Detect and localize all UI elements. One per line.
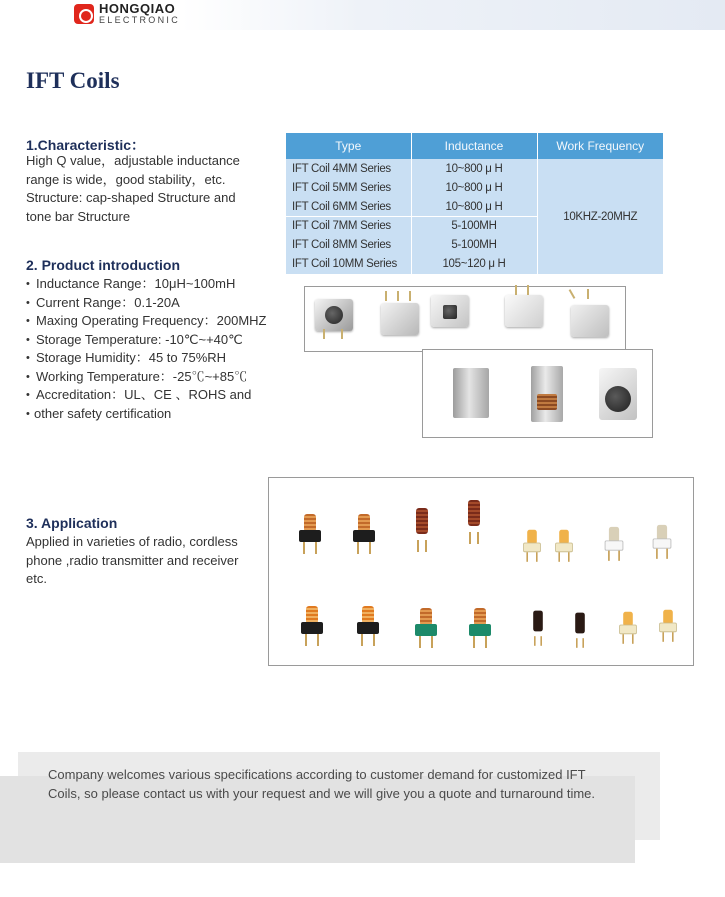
product-photo-middle bbox=[422, 349, 653, 438]
cell-type: IFT Coil 5MM Series bbox=[286, 178, 411, 197]
list-item: • Storage Temperature: -10℃~+40℃ bbox=[26, 331, 286, 350]
list-item: • Working Temperature：-25℃~+85℃ bbox=[26, 368, 286, 387]
application-line: phone ,radio transmitter and receiver bbox=[26, 552, 239, 568]
column-header-inductance: Inductance bbox=[411, 133, 537, 159]
table-row bbox=[286, 159, 663, 178]
cell-type: IFT Coil 4MM Series bbox=[286, 159, 411, 178]
characteristic-line: range is wide，good stability，etc. bbox=[26, 171, 226, 187]
product-intro-list bbox=[26, 275, 286, 423]
ift-coil-image bbox=[377, 297, 423, 343]
list-item: • Accreditation：UL、CE 、ROHS and bbox=[26, 386, 286, 405]
product-intro-heading: 2. Product introduction bbox=[26, 257, 180, 273]
column-header-type: Type bbox=[286, 133, 411, 159]
coil-image bbox=[526, 611, 550, 648]
product-photo-top bbox=[304, 286, 626, 352]
coil-image bbox=[465, 604, 495, 650]
ift-coil-image bbox=[427, 289, 473, 335]
coil-image bbox=[656, 607, 680, 644]
brand-name: HONGQIAO bbox=[99, 1, 176, 16]
cell-type: IFT Coil 8MM Series bbox=[286, 236, 411, 255]
characteristic-line: tone bar Structure bbox=[26, 208, 131, 224]
page-title: IFT Coils bbox=[26, 68, 120, 93]
coil-image bbox=[520, 527, 544, 564]
cell-inductance: 10~800 μ H bbox=[411, 178, 537, 197]
brand-subtitle: ELECTRONIC bbox=[99, 15, 181, 25]
cell-type: IFT Coil 6MM Series bbox=[286, 197, 411, 216]
list-item: • Inductance Range：10μH~100mH bbox=[26, 275, 286, 294]
application-line: etc. bbox=[26, 571, 47, 586]
coil-image bbox=[616, 609, 640, 646]
contact-banner-text bbox=[48, 765, 638, 803]
cell-type: IFT Coil 7MM Series bbox=[286, 216, 411, 235]
coil-image bbox=[459, 500, 489, 546]
ift-coil-image bbox=[501, 289, 547, 335]
ift-coil-image bbox=[311, 293, 357, 339]
list-item: • Maxing Operating Frequency：200MHZ bbox=[26, 312, 286, 331]
coil-image bbox=[568, 613, 592, 650]
hongqiao-logo-icon bbox=[74, 4, 94, 24]
coil-image bbox=[552, 527, 576, 564]
coil-image bbox=[407, 508, 437, 554]
list-item: • Current Range：0.1-20A bbox=[26, 294, 286, 313]
cell-work-frequency: 10KHZ-20MHZ bbox=[563, 210, 638, 223]
cell-inductance: 10~800 μ H bbox=[411, 197, 537, 216]
application-text bbox=[26, 533, 266, 589]
cell-inductance: 5-100MH bbox=[411, 236, 537, 255]
application-photo bbox=[268, 477, 694, 666]
coil-image bbox=[353, 602, 383, 648]
application-heading: 3. Application bbox=[26, 515, 118, 531]
cell-inductance: 10~800 μ H bbox=[411, 159, 537, 178]
spec-table bbox=[286, 133, 663, 274]
coil-image bbox=[349, 510, 379, 556]
characteristic-line: Structure: cap-shaped Structure and bbox=[26, 190, 236, 205]
cell-inductance: 105~120 μ H bbox=[411, 255, 537, 274]
list-item-continuation: • other safety certification bbox=[26, 405, 286, 424]
ift-coil-image bbox=[449, 362, 493, 426]
cell-inductance: 5-100MH bbox=[411, 216, 537, 235]
application-line: Applied in varieties of radio, cordless bbox=[26, 534, 238, 549]
company-logo bbox=[74, 2, 180, 25]
banner-line: Coils, so please contact us with your request and we will give you a quote and turnaround time. bbox=[48, 786, 596, 801]
coil-image bbox=[601, 523, 627, 562]
ift-coil-image bbox=[527, 360, 567, 428]
coil-image bbox=[295, 510, 325, 556]
coil-image bbox=[297, 602, 327, 648]
ift-coil-image bbox=[567, 299, 613, 345]
banner-line: Company welcomes various specifications according to customer demand for customized IFT bbox=[48, 767, 586, 782]
coil-image bbox=[649, 521, 675, 560]
list-item: • Storage Humidity：45 to 75%RH bbox=[26, 349, 286, 368]
coil-image bbox=[411, 604, 441, 650]
table-header-row bbox=[286, 133, 663, 159]
cell-type: IFT Coil 10MM Series bbox=[286, 255, 411, 274]
characteristic-line: High Q value，adjustable inductance bbox=[26, 153, 240, 168]
characteristic-heading: 1.Characteristic： bbox=[26, 137, 146, 153]
ift-coil-image bbox=[595, 360, 639, 428]
column-header-frequency: Work Frequency bbox=[537, 133, 663, 159]
characteristic-text bbox=[26, 152, 276, 226]
